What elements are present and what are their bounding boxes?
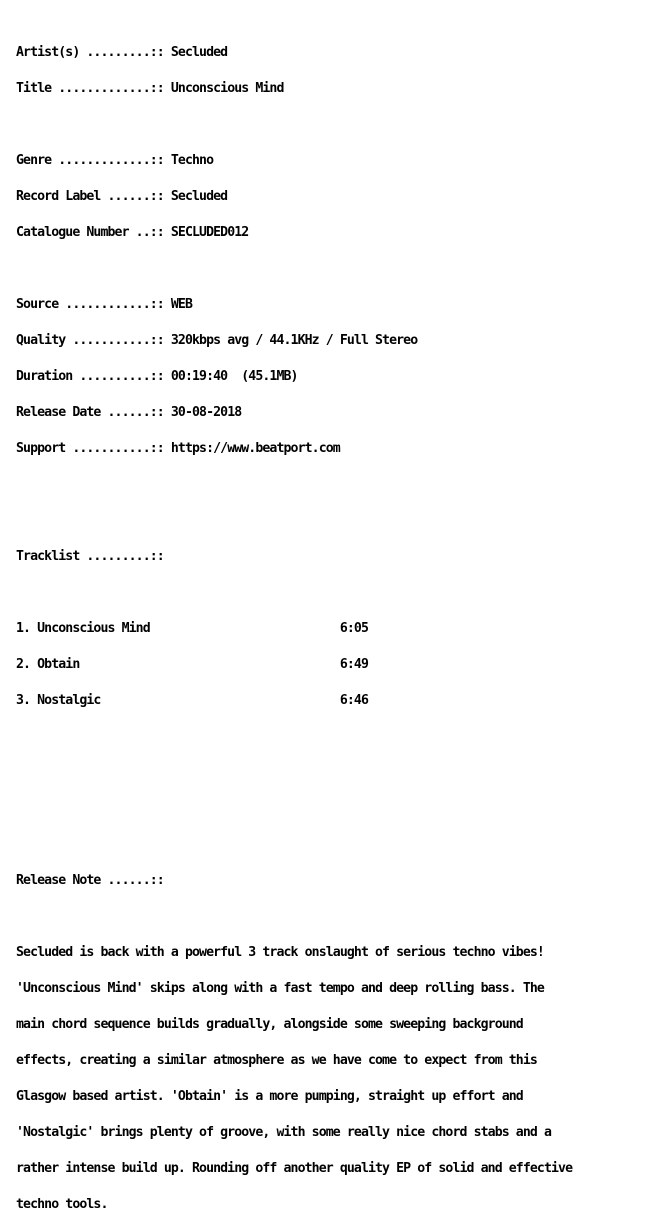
info-duration-label: Duration ..........::: [16, 369, 171, 384]
spacer: [16, 767, 572, 779]
track-row: [16, 659, 572, 671]
track-title: 1. Unconscious Mind: [16, 621, 340, 636]
spacer: [16, 479, 572, 491]
release-note-heading: Release Note ......::: [16, 873, 164, 888]
release-note-line: Secluded is back with a powerful 3 track onslaught of serious techno vibes!: [16, 945, 544, 960]
spacer: [16, 587, 572, 599]
spacer: [16, 515, 572, 527]
release-note-line: rather intense build up. Rounding off another quality EP of solid and effective: [16, 1161, 573, 1176]
info-genre-label: Genre .............::: [16, 153, 171, 168]
info-title-value: Unconscious Mind: [170, 81, 284, 96]
info-source-label: Source ............::: [16, 297, 171, 312]
info-title-label: Title .............::: [16, 81, 171, 96]
release-note-line: techno tools.: [16, 1197, 108, 1212]
track-title: 2. Obtain: [16, 657, 340, 672]
info-release-date-row: [16, 407, 572, 419]
info-support-value: https://www.beatport.com: [170, 441, 340, 456]
info-artist-label: Artist(s) .........::: [16, 45, 171, 60]
spacer: [16, 263, 572, 275]
info-quality-row: [16, 335, 572, 347]
info-label-row: [16, 191, 572, 203]
spacer: [16, 119, 572, 131]
info-genre-value: Techno: [170, 153, 214, 168]
spacer: [16, 911, 572, 923]
release-note-line: effects, creating a similar atmosphere as we have come to expect from this: [16, 1053, 537, 1068]
tracklist-heading: Tracklist .........::: [16, 549, 164, 564]
info-record-label-label: Record Label ......::: [16, 189, 171, 204]
info-support-row: [16, 443, 572, 455]
info-release-date-value: 30-08-2018: [170, 405, 242, 420]
info-source-value: WEB: [170, 297, 192, 312]
track-time: 6:05: [339, 621, 368, 636]
info-quality-value: 320kbps avg / 44.1KHz / Full Stereo: [170, 333, 418, 348]
info-genre-row: [16, 155, 572, 167]
info-catalogue-label: Catalogue Number ..::: [16, 225, 171, 240]
track-row: [16, 695, 572, 707]
info-support-label: Support ...........::: [16, 441, 171, 456]
info-quality-label: Quality ...........::: [16, 333, 171, 348]
track-time: 6:46: [339, 693, 368, 708]
spacer: [16, 731, 572, 743]
track-time: 6:49: [339, 657, 368, 672]
track-row: [16, 623, 572, 635]
spacer: [16, 839, 572, 851]
release-note-line: 'Unconscious Mind' skips along with a fast tempo and deep rolling bass. The: [16, 981, 544, 996]
info-record-label-value: Secluded: [170, 189, 228, 204]
info-catalogue-value: SECLUDED012: [170, 225, 249, 240]
release-note-line: Glasgow based artist. 'Obtain' is a more pumping, straight up effort and: [16, 1089, 523, 1104]
info-release-date-label: Release Date ......::: [16, 405, 171, 420]
info-title-row: [16, 83, 572, 95]
info-artist-value: Secluded: [170, 45, 228, 60]
info-artist-row: [16, 47, 572, 59]
release-note-line: main chord sequence builds gradually, alongside some sweeping background: [16, 1017, 523, 1032]
release-note-line: 'Nostalgic' brings plenty of groove, with some really nice chord stabs and a: [16, 1125, 552, 1140]
info-duration-value: 00:19:40 (45.1MB): [170, 369, 298, 384]
info-source-row: [16, 299, 572, 311]
info-catalogue-row: [16, 227, 572, 239]
track-title: 3. Nostalgic: [16, 693, 340, 708]
nfo-text-block: [16, 23, 572, 1223]
info-duration-row: [16, 371, 572, 383]
spacer: [16, 803, 572, 815]
